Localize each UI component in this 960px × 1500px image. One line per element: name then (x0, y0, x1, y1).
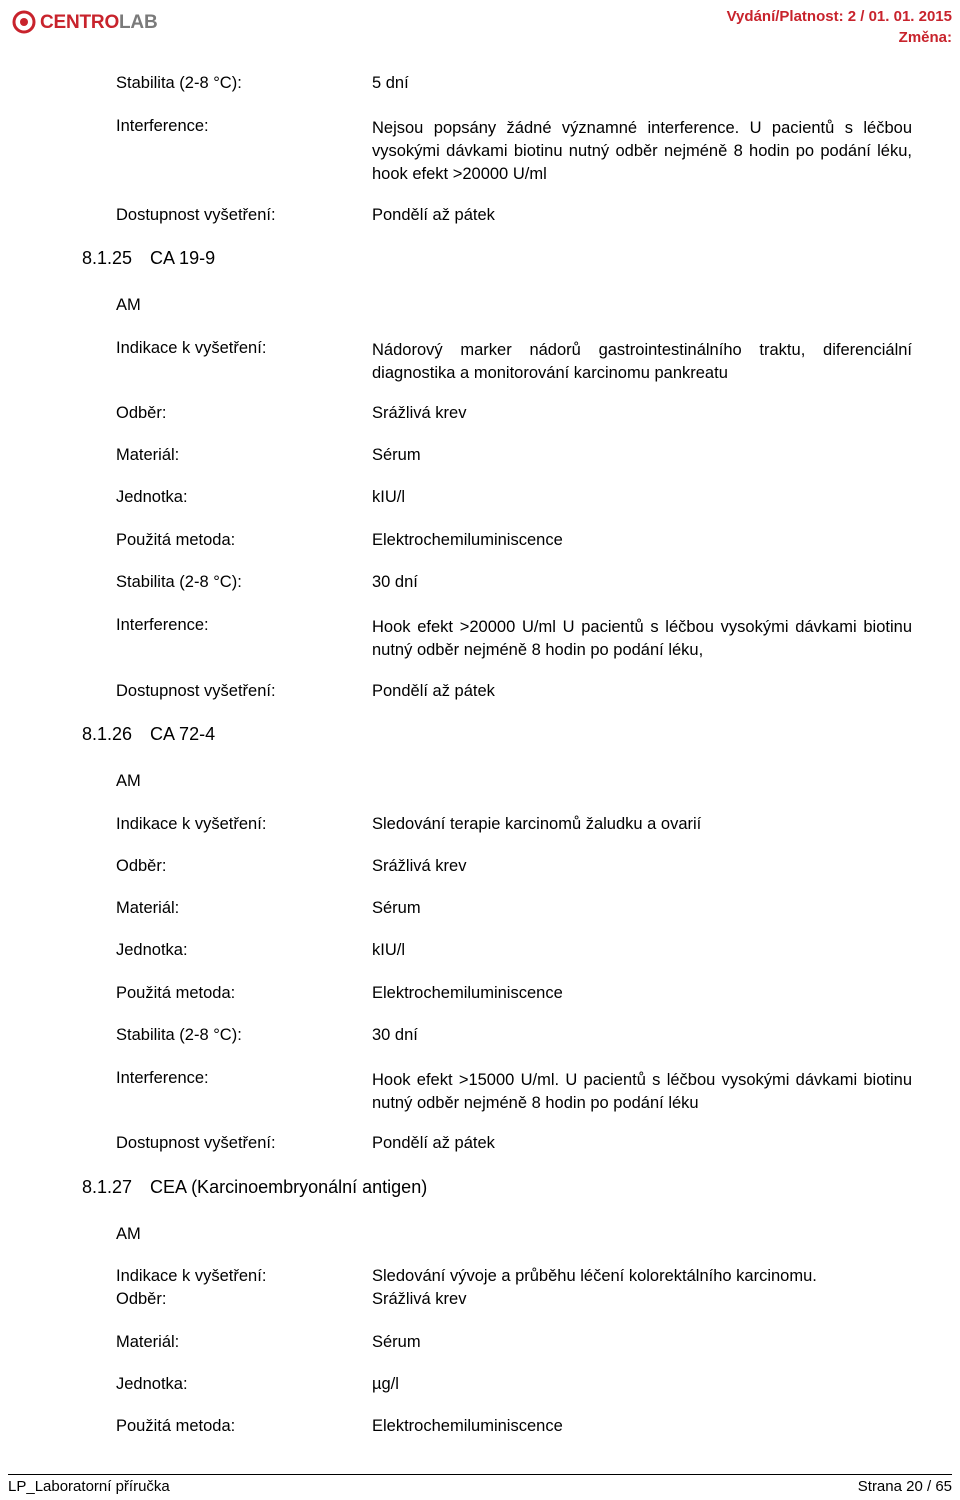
logo-text: CENTROLAB (40, 12, 158, 33)
availability-value: Pondělí až pátek (372, 1134, 495, 1152)
indication-value: Nádorový marker nádorů gastrointestinálního traktu, diferenciální diagnostika a monitorování karcinomu pankreatu (372, 341, 912, 382)
section-title: CA 19-9 (150, 248, 216, 268)
section-title: CA 72-4 (150, 724, 216, 744)
section-number: 8.1.25 (82, 248, 133, 268)
footer-divider (8, 1474, 952, 1475)
section-title: CEA (Karcinoembryonální antigen) (150, 1177, 428, 1197)
method-value: Elektrochemiluminiscence (372, 531, 563, 549)
collection-value: Srážlivá krev (372, 404, 467, 422)
am-label: AM (116, 1225, 141, 1243)
unit-value: µg/l (372, 1375, 399, 1393)
stability-value: 30 dní (372, 1026, 418, 1044)
unit-label: Jednotka: (116, 941, 188, 959)
material-label: Materiál: (116, 1333, 180, 1351)
method-value: Elektrochemiluminiscence (372, 984, 563, 1002)
logo-mark-icon (12, 8, 36, 36)
document-header-info (727, 6, 952, 48)
am-label: AM (116, 296, 141, 314)
indication-label: Indikace k vyšetření: (116, 339, 267, 357)
collection-label: Odběr: (116, 857, 167, 875)
collection-label: Odběr: (116, 404, 167, 422)
section-heading-8-1-26 (82, 724, 215, 745)
company-logo (10, 6, 158, 40)
stability-label: Stabilita (2-8 °C): (116, 573, 242, 591)
unit-label: Jednotka: (116, 1375, 188, 1393)
indication-label: Indikace k vyšetření: (116, 815, 267, 833)
unit-value: kIU/l (372, 941, 405, 959)
change-label: Změna: (898, 29, 952, 46)
stability-value: 30 dní (372, 573, 418, 591)
collection-label: Odběr: (116, 1290, 167, 1308)
availability-label: Dostupnost vyšetření: (116, 1134, 276, 1152)
material-value: Sérum (372, 1333, 421, 1351)
issue-validity: Vydání/Platnost: 2 / 01. 01. 2015 (726, 8, 952, 25)
method-label: Použitá metoda: (116, 1417, 236, 1435)
interference-label: Interference: (116, 616, 209, 634)
method-label: Použitá metoda: (116, 984, 236, 1002)
unit-label: Jednotka: (116, 488, 188, 506)
collection-value: Srážlivá krev (372, 1290, 467, 1308)
am-label: AM (116, 772, 141, 790)
section-number: 8.1.27 (82, 1177, 133, 1197)
method-value: Elektrochemiluminiscence (372, 1417, 563, 1435)
stability-value: 5 dní (372, 74, 409, 92)
unit-value: kIU/l (372, 488, 405, 506)
interference-value: Hook efekt >20000 U/ml U pacientů s léčbou vysokými dávkami biotinu nutný odběr nejméně 8 hodin po podání léku, (372, 618, 912, 659)
interference-value: Hook efekt >15000 U/ml. U pacientů s léčbou vysokými dávkami biotinu nutný odběr nejméně 8 hodin po podání léku (372, 1071, 912, 1112)
material-label: Materiál: (116, 446, 180, 464)
indication-label: Indikace k vyšetření: (116, 1267, 267, 1285)
stability-label: Stabilita (2-8 °C): (116, 74, 242, 92)
interference-label: Interference: (116, 117, 209, 135)
method-label: Použitá metoda: (116, 531, 236, 549)
footer-page-number: Strana 20 / 65 (857, 1478, 952, 1495)
availability-label: Dostupnost vyšetření: (116, 682, 276, 700)
material-value: Sérum (372, 446, 421, 464)
section-heading-8-1-27 (82, 1177, 427, 1198)
interference-value: Nejsou popsány žádné významné interference. U pacientů s léčbou vysokými dávkami biotinu nutný odběr nejméně 8 hodin po podání léku, hook efekt >20000 U/ml (372, 119, 912, 183)
availability-value: Pondělí až pátek (372, 206, 495, 224)
collection-value: Srážlivá krev (372, 857, 467, 875)
section-number: 8.1.26 (82, 724, 133, 744)
material-value: Sérum (372, 899, 421, 917)
availability-label: Dostupnost vyšetření: (116, 206, 276, 224)
material-label: Materiál: (116, 899, 180, 917)
stability-label: Stabilita (2-8 °C): (116, 1026, 242, 1044)
availability-value: Pondělí až pátek (372, 682, 495, 700)
footer-document-name: LP_Laboratorní příručka (8, 1478, 170, 1495)
section-heading-8-1-25 (82, 248, 215, 269)
indication-value: Sledování terapie karcinomů žaludku a ovarií (372, 815, 702, 833)
indication-value: Sledování vývoje a průběhu léčení kolorektálního karcinomu. (372, 1267, 817, 1285)
interference-label: Interference: (116, 1069, 209, 1087)
